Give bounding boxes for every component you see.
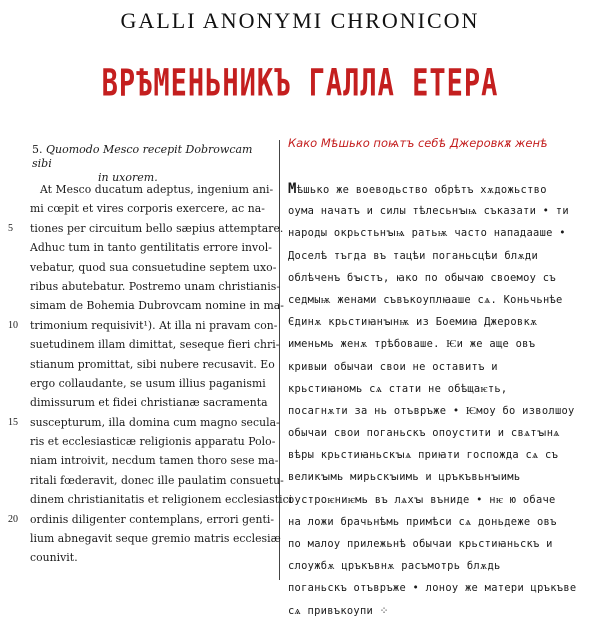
slavonic-line: оустроѥниѥмь въ лѧхꙑ въниде • нѥ ю обаче	[288, 493, 556, 506]
slavonic-line: вѣры крьстиꙗньскꙑѧ приꙗти госпожда сѧ съ	[288, 449, 559, 462]
latin-line	[30, 529, 281, 548]
latin-line-text: ergo collaudante, se usum illius paganismi	[30, 376, 266, 390]
slavonic-line: сѧ привъкоупи ⁘	[288, 604, 389, 617]
latin-line-text: trimonium requisivit¹). At illa ni pravam con-	[30, 318, 278, 332]
page-title: GALLI ANONYMI CHRONICON	[120, 8, 480, 33]
latin-line	[8, 316, 278, 335]
chapter-number: 5.	[32, 143, 43, 156]
line-number: 20	[8, 513, 19, 525]
latin-line	[30, 238, 276, 257]
latin-line	[30, 335, 280, 354]
latin-line-text: counivit.	[30, 551, 78, 565]
latin-line	[8, 413, 280, 432]
latin-line-text: ris et ecclesiasticæ religionis apparatu Polo-	[30, 435, 276, 449]
latin-line-text: mi cœpit et vires corporis exercere, ac na-	[30, 202, 265, 216]
latin-line-text: ribus abutebatur. Postremo unam christianis-	[30, 279, 281, 293]
latin-line	[30, 451, 279, 470]
latin-line-text: lium abnegavit seque gremio matris ecclesiæ	[30, 532, 281, 546]
slavonic-line: на ложи брачьнѣмь примѣси сѧ доньдеже овъ	[288, 515, 557, 528]
slavonic-line: народы окрьстьнꙑѩ ратьѭ часто нападааше •	[288, 227, 566, 240]
line-number: 5	[8, 222, 14, 234]
latin-text	[8, 180, 293, 568]
latin-line-text: simam de Bohemia Dubrovcam nomine in ma-	[30, 299, 284, 313]
latin-line-text: dinem christianitatis et religionem ecclesiastici	[30, 493, 293, 507]
line-number: 15	[8, 416, 19, 428]
latin-line	[8, 219, 284, 238]
slavonic-line: кривыи обычаи свои не оставитъ и	[288, 360, 498, 373]
heading-line-1: Quomodo Mesco recepit Dobrowcam sibi	[32, 143, 253, 170]
latin-line-text: tiones per circuitum bello sæpius attemptare.	[30, 221, 284, 235]
slavonic-line: оума начатъ и силы тѣлесьнꙑѩ съказати • ти	[288, 205, 569, 218]
latin-line-text: suscepturum, illa domina cum magno secula-	[30, 415, 280, 429]
latin-column	[8, 140, 293, 580]
slavonic-line: обычаи свои поганьскъ опоустити и свѧтꙑнѧ	[288, 427, 560, 440]
line-number: 10	[8, 319, 19, 331]
latin-chapter-heading	[32, 143, 272, 185]
latin-line-text: ordinis diligenter contemplans, errori genti-	[30, 512, 275, 526]
latin-line	[30, 199, 276, 218]
latin-line-text: niam introivit, necdum tamen thoro sese ma-	[30, 454, 279, 468]
latin-line-text: vebatur, quod sua consuetudine septem uxo-	[30, 260, 277, 274]
slavonic-line: Доселѣ тъгда въ тацѣи поганьсцѣи блѫди	[288, 249, 539, 262]
slavonic-line: облѣченъ бꙑстъ, ꙗко по обычаю своемоу съ	[288, 271, 556, 284]
slavonic-line: по малоу прилежьнѣ обычаи крьстиꙗньскъ и	[288, 538, 553, 550]
latin-line	[30, 393, 276, 412]
slavonic-line: посагнѫти за нь отъвръже • Ѥмоу бо изволшоу	[288, 404, 575, 417]
latin-line	[30, 355, 276, 374]
latin-line-text: Adhuc tum in tanto gentilitatis errore invol-	[30, 241, 272, 255]
slavonic-line: поганьскъ отъвръже • лоноу же матери цръкъве	[288, 582, 577, 595]
latin-line-text: suetudinem illam dimittat, seseque fieri chri-	[30, 338, 280, 352]
latin-line-text: At Mesco ducatum adeptus, ingenium ani-	[40, 183, 274, 196]
slavonic-line: седмыѭ женами съвъкоуплꙗаше сѧ. Коньчьнѣе	[288, 293, 563, 306]
latin-line-text: ritali fœderavit, donec ille paulatim consuetu-	[30, 473, 284, 487]
slavonic-line: крьстиꙗномь сѧ стати не обѣщаѥть,	[288, 382, 508, 395]
latin-line	[30, 296, 284, 315]
latin-line-text: stianum promittat, sibi nubere recusavit. Eo	[30, 357, 275, 371]
latin-line	[30, 471, 284, 490]
slavonic-line: слоужбѫ цръкъвнѫ расъмотрь блѫдь	[288, 560, 501, 573]
slavonic-chapter-heading: Како Мѣшько поѩтъ себѣ Джеровкѫ женѣ	[288, 136, 548, 150]
slavonic-column	[288, 136, 594, 617]
latin-line	[30, 258, 276, 277]
heading-line-2: in uxorem.	[98, 171, 158, 184]
latin-line	[30, 277, 281, 296]
slavonic-line: великꙑмь мирьскꙑимь и цръкъвьнꙑимь	[288, 471, 521, 484]
slavonic-line: именьмь женѫ трѣбоваше. Ѥи же аще овъ	[288, 338, 536, 351]
slavonic-title: ВРѢМЕНЬНИКЪ ГАЛЛА ЕТЕРА	[101, 62, 499, 106]
slavonic-line: Мѣшько же воеводьство обрѣтъ хѫдожьство	[288, 181, 547, 197]
slavonic-line: Єдинѫ крьстиꙗнꙑнѭ из Боемиꙗ Джеровкѫ	[288, 316, 538, 329]
latin-line	[30, 432, 276, 451]
latin-line-text: dimissurum et fidei christianæ sacramenta	[30, 396, 268, 410]
latin-line	[30, 180, 276, 199]
latin-line	[30, 548, 276, 567]
latin-line	[30, 490, 293, 509]
slavonic-text	[288, 178, 586, 622]
latin-line	[8, 510, 276, 529]
latin-line	[30, 374, 276, 393]
